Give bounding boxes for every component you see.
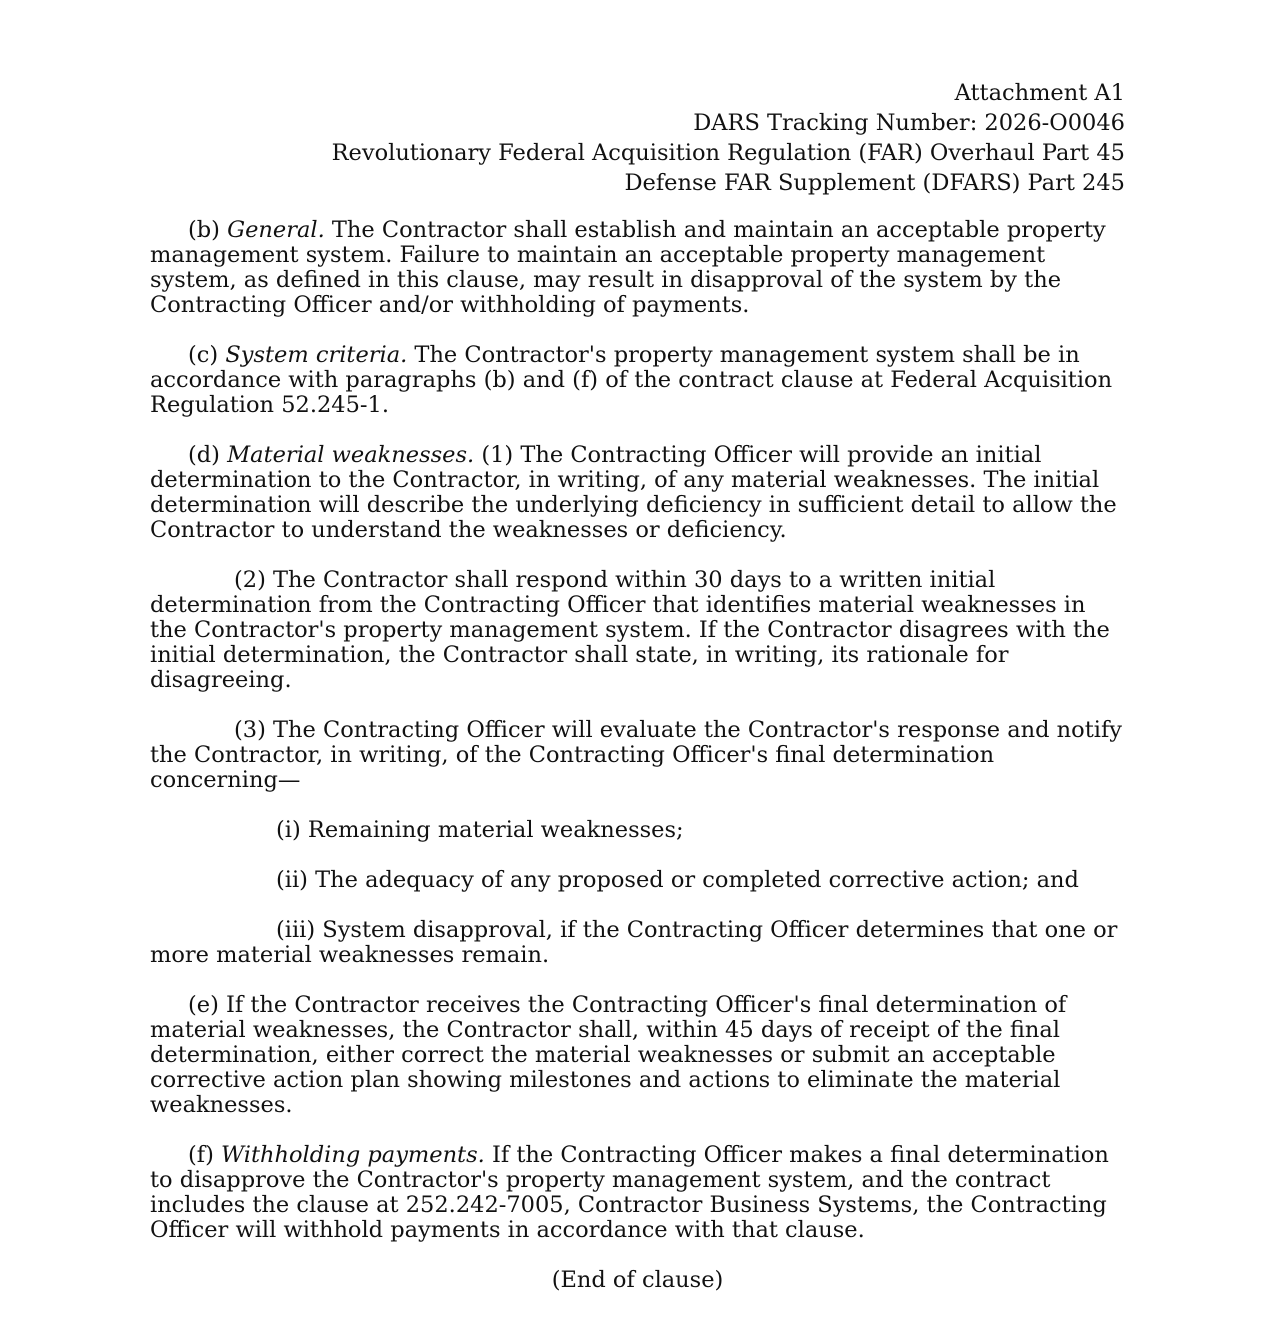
paragraph-text: The Contractor's property management system shall be in accordance with paragraphs (b) and (f) of the contract clause at Federal Acquisition Regulation 52.245-1. [150,342,1113,418]
tracking-number: DARS Tracking Number: 2026-O0046 [693,110,1125,136]
paragraph-marker: (c) [188,342,219,368]
paragraph-b [150,218,1125,318]
paragraph-d3i: (i) Remaining material weaknesses; [276,817,684,843]
paragraph-text: If the Contracting Officer makes a final determination to disapprove the Contractor's property management system, and the contract includes the clause at 252.242-7005, Contractor Business Systems, the Contracting Officer will withhold payments in accordance with that clause. [150,1142,1109,1243]
paragraph-marker: (d) [188,442,220,468]
paragraph-d2: (2) The Contractor shall respond within 30 days to a written initial determination from the Contracting Officer that identifies material weaknesses in the Contractor's property management system. If the Contractor disagrees with the initial determination, the Contractor shall state, in writing, its rationale for disagreeing. [150,567,1110,693]
paragraph-text: (1) The Contracting Officer will provide an initial determination to the Contractor, in writing, of any material weaknesses. The initial determination will describe the underlying deficiency in sufficient detail to allow the Contractor to understand the weaknesses or deficiency. [150,442,1117,543]
paragraph-heading: Material weaknesses. [227,442,475,468]
document-header [150,78,1125,198]
paragraph-d [150,443,1125,543]
paragraph-heading: General. [227,217,325,243]
document-page [150,78,1125,1318]
paragraph-d3ii: (ii) The adequacy of any proposed or completed corrective action; and [276,867,1079,893]
far-part-title: Revolutionary Federal Acquisition Regulation (FAR) Overhaul Part 45 [331,140,1125,166]
paragraph-c [150,343,1125,418]
paragraph-text: The Contractor shall establish and maintain an acceptable property management system. Failure to maintain an acceptable property management system, as defined in this clause, may result in disapproval of the system by the Contracting Officer and/or withholding of payments. [150,217,1106,318]
paragraph-marker: (f) [188,1142,214,1168]
paragraph-f [150,1143,1125,1243]
paragraph-heading: System criteria. [225,342,408,368]
paragraph-heading: Withholding payments. [221,1142,485,1168]
paragraph-d3iii: (iii) System disapproval, if the Contracting Officer determines that one or more material weaknesses remain. [150,917,1118,968]
attachment-label: Attachment A1 [954,80,1125,106]
dfars-part-title: Defense FAR Supplement (DFARS) Part 245 [624,170,1125,196]
paragraph-e: (e) If the Contractor receives the Contracting Officer's final determination of material weaknesses, the Contractor shall, within 45 days of receipt of the final determination, either correct the material weaknesses or submit an acceptable corrective action plan showing milestones and actions to eliminate the material weaknesses. [150,992,1067,1118]
paragraph-d3: (3) The Contracting Officer will evaluate the Contractor's response and notify the Contractor, in writing, of the Contracting Officer's final determination concerning— [150,717,1122,793]
paragraph-marker: (b) [188,217,220,243]
end-of-clause: (End of clause) [551,1267,724,1293]
